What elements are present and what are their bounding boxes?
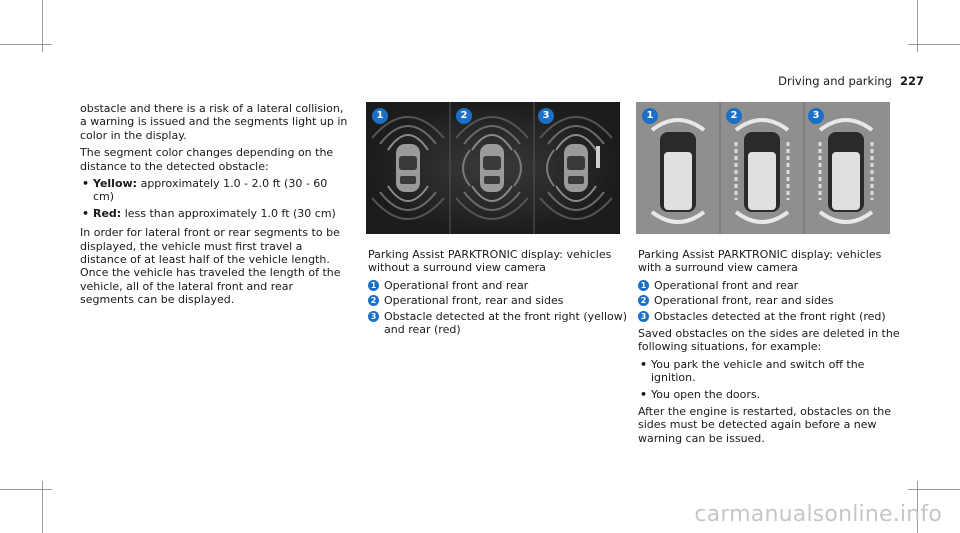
figure-marker-3: 3 bbox=[538, 108, 554, 124]
number-marker: 3 bbox=[368, 311, 379, 322]
running-header bbox=[778, 74, 924, 88]
bullet-label: Yellow: bbox=[93, 177, 138, 191]
bullet-label: Red: bbox=[93, 206, 122, 220]
figure-marker-1: 1 bbox=[372, 108, 388, 124]
figure-caption: Parking Assist PARKTRONIC display: vehicles without a surround view camera bbox=[368, 248, 612, 275]
bullet-text: less than approximately 1.0 ft (30 cm) bbox=[121, 206, 336, 220]
paragraph: obstacle and there is a risk of a lateral collision, a warning is issued and the segments light up in color in the display. bbox=[80, 102, 348, 142]
item-text: Operational front, rear and sides bbox=[654, 294, 834, 308]
text-column-2 bbox=[368, 248, 630, 338]
bullet-item bbox=[80, 177, 348, 204]
item-text: Operational front and rear bbox=[654, 278, 799, 292]
crop-mark bbox=[0, 44, 52, 45]
figure-marker-2: 2 bbox=[456, 108, 472, 124]
paragraph: Saved obstacles on the sides are deleted in the following situations, for example: bbox=[638, 327, 900, 354]
item-text: Operational front and rear bbox=[384, 278, 529, 292]
bullet-item bbox=[80, 207, 348, 220]
text-column-1 bbox=[80, 102, 348, 311]
numbered-item bbox=[368, 279, 630, 292]
numbered-item bbox=[638, 294, 900, 307]
bullet-text: approximately 1.0 - 2.0 ft (30 - 60 cm) bbox=[93, 177, 328, 204]
figure-marker-1: 1 bbox=[642, 108, 658, 124]
item-text: Operational front, rear and sides bbox=[384, 294, 564, 308]
watermark: carmanualsonline.info bbox=[694, 502, 942, 527]
item-text: Obstacles detected at the front right (red) bbox=[654, 309, 886, 323]
numbered-item bbox=[638, 310, 900, 323]
number-marker: 1 bbox=[638, 280, 649, 291]
parktronic-figure-with-camera bbox=[636, 102, 890, 234]
bullet-item: • You open the doors. bbox=[638, 388, 900, 401]
item-text: Obstacle detected at the front right (yellow) and rear (red) bbox=[384, 309, 628, 337]
bullet-item: • You park the vehicle and switch off the ignition. bbox=[638, 358, 900, 385]
numbered-item bbox=[638, 279, 900, 292]
text-column-3 bbox=[638, 248, 900, 449]
figure-marker-3: 3 bbox=[808, 108, 824, 124]
figure-caption: Parking Assist PARKTRONIC display: vehicles with a surround view camera bbox=[638, 248, 882, 275]
crop-mark bbox=[917, 0, 918, 52]
crop-mark bbox=[908, 44, 960, 45]
figure-marker-2: 2 bbox=[726, 108, 742, 124]
page-number: 227 bbox=[899, 74, 924, 88]
crop-mark bbox=[42, 0, 43, 52]
paragraph: In order for lateral front or rear segments to be displayed, the vehicle must first travel a distance of at least half of the vehicle length. Once the vehicle has traveled the length of the vehicle, all of the lateral front and rear segments can be displayed. bbox=[80, 226, 341, 307]
crop-mark bbox=[0, 489, 52, 490]
section-title: Driving and parking bbox=[778, 74, 892, 88]
numbered-item bbox=[368, 294, 630, 307]
number-marker: 3 bbox=[638, 311, 649, 322]
number-marker: 2 bbox=[368, 295, 379, 306]
numbered-item bbox=[368, 310, 630, 337]
number-marker: 2 bbox=[638, 295, 649, 306]
parktronic-figure-without-camera bbox=[366, 102, 620, 234]
paragraph: The segment color changes depending on the distance to the detected obstacle: bbox=[80, 146, 334, 173]
crop-mark bbox=[908, 489, 960, 490]
paragraph: After the engine is restarted, obstacles on the sides must be detected again before a new warning can be issued. bbox=[638, 405, 892, 445]
number-marker: 1 bbox=[368, 280, 379, 291]
crop-mark bbox=[42, 481, 43, 533]
